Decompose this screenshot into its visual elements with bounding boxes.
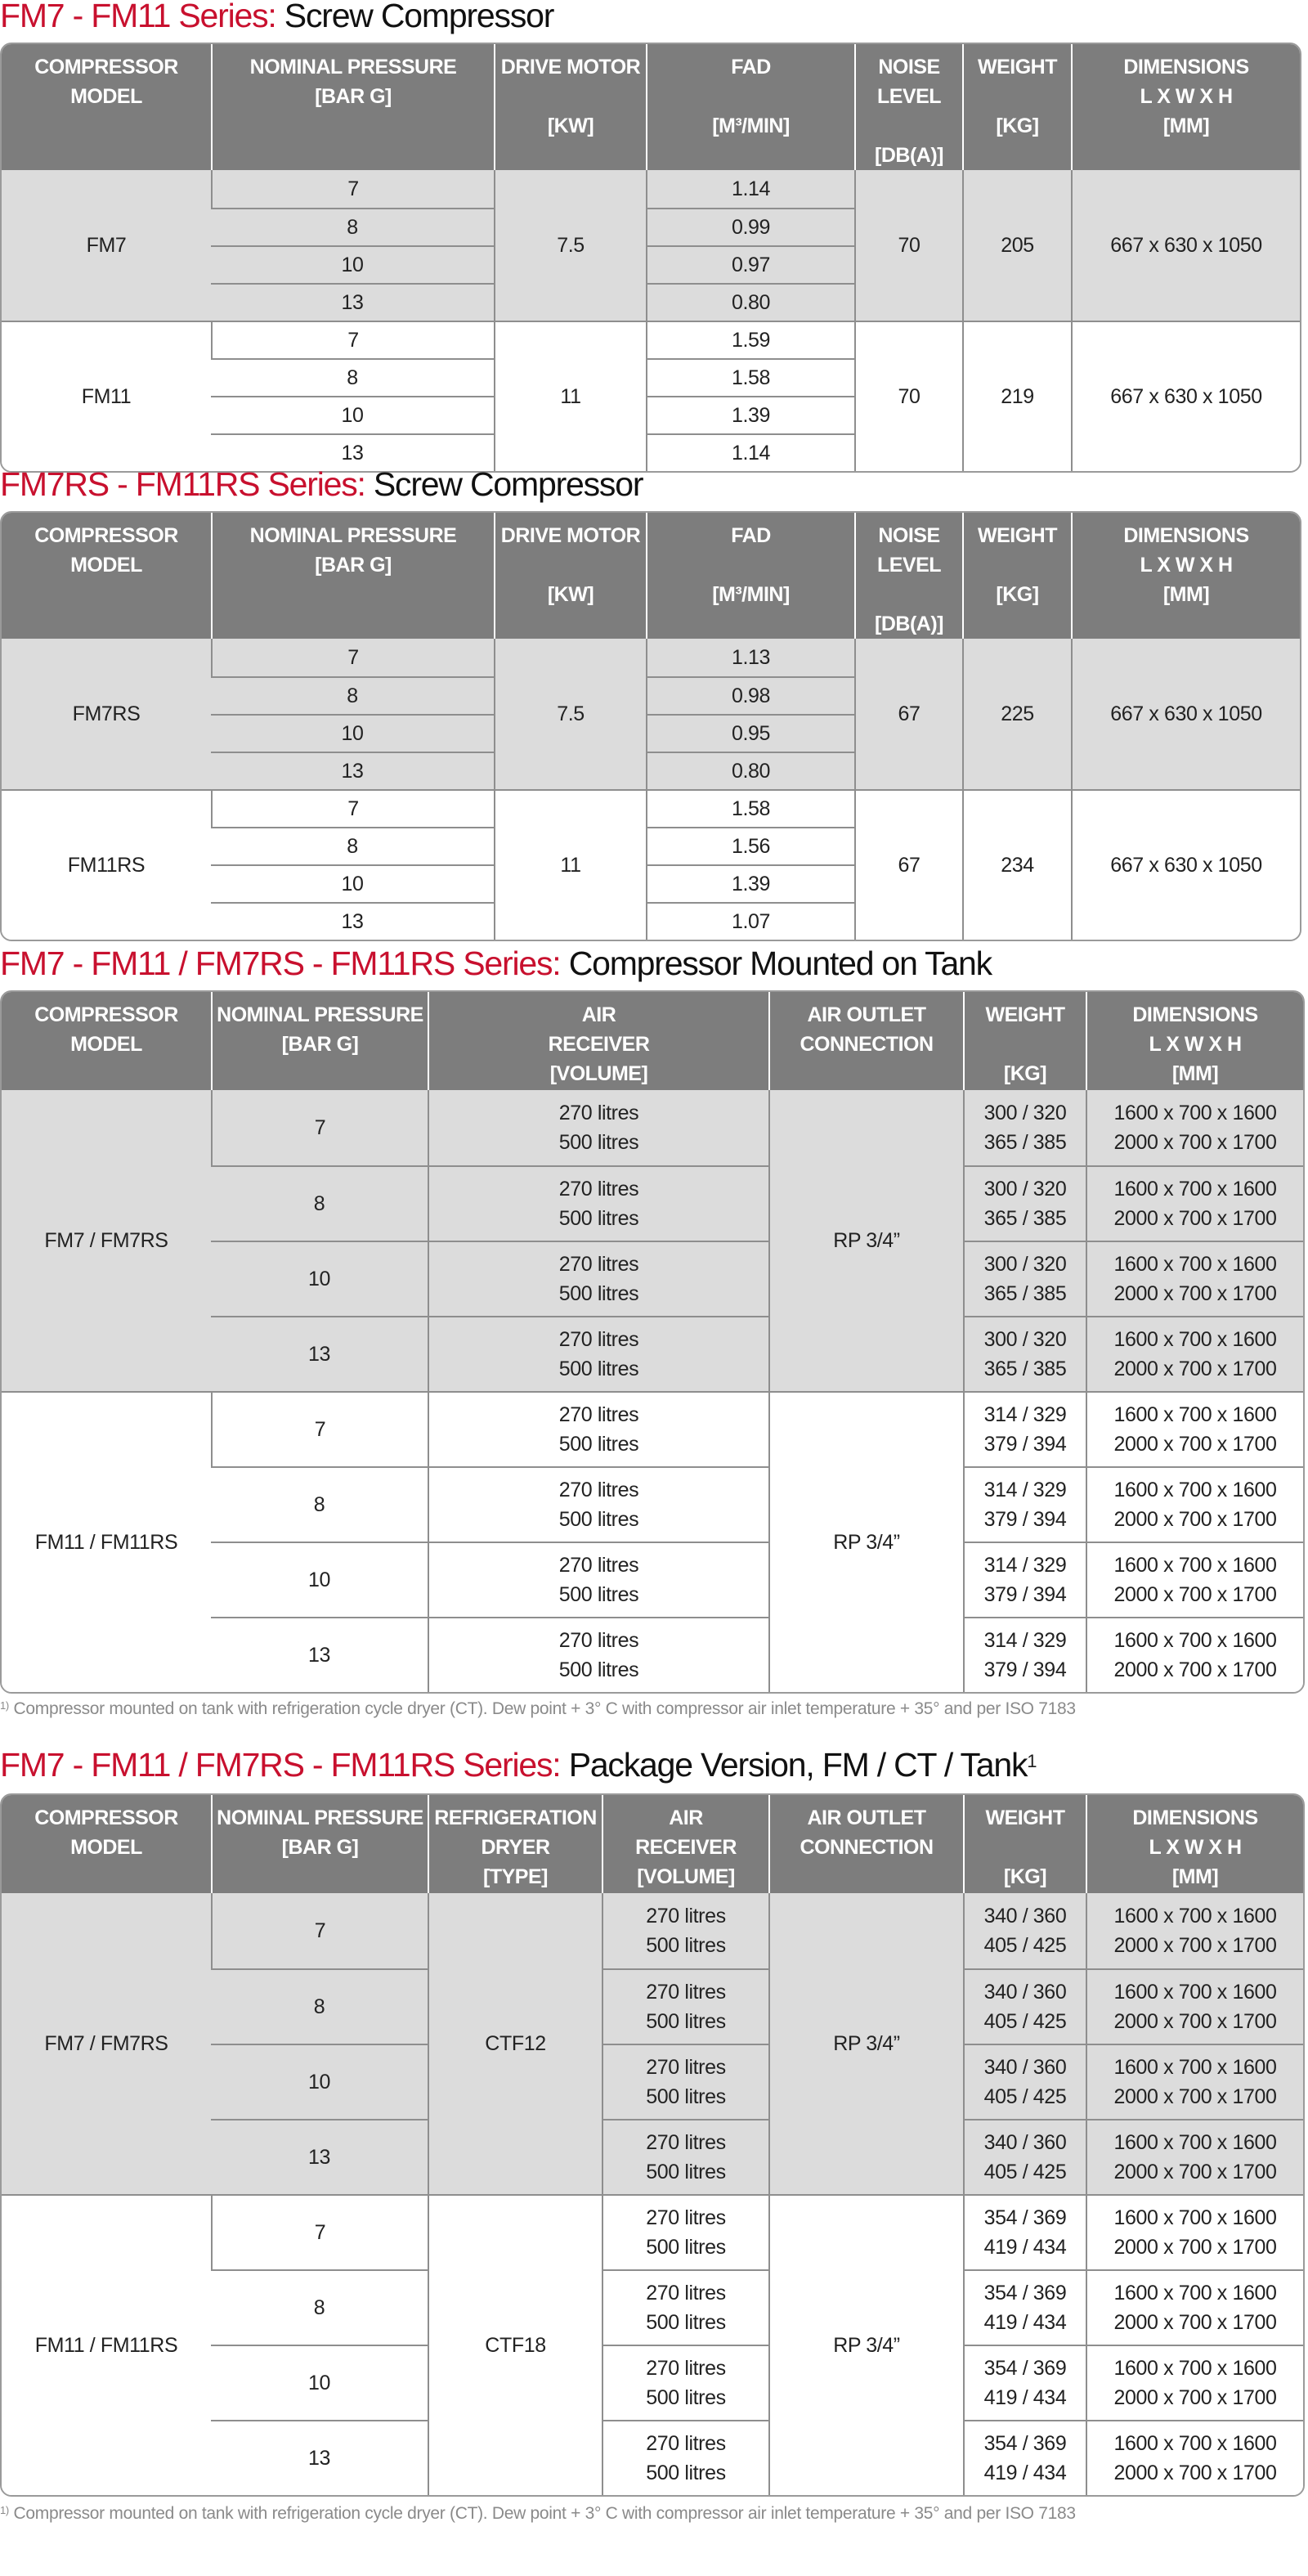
dimensions-cell: 1600 x 700 x 1600 2000 x 700 x 1700 <box>1086 2119 1303 2194</box>
header-weight: WEIGHT [KG] <box>963 1795 1086 1893</box>
table-row <box>2 1391 1303 1466</box>
header-fad: FAD [M³/MIN] <box>646 44 854 170</box>
section-title <box>0 945 1308 981</box>
header-dimensions: DIMENSIONS L X W X H [MM] <box>1071 513 1300 639</box>
header-connection: AIR OUTLET CONNECTION <box>768 992 963 1090</box>
connection-cell: RP 3/4” <box>768 1391 963 1692</box>
dimensions-cell: 1600 x 700 x 1600 2000 x 700 x 1700 <box>1086 1542 1303 1617</box>
fad-cell: 1.58 <box>646 358 854 396</box>
receiver-cell: 270 litres 500 litres <box>602 2345 768 2420</box>
pressure-cell: 13 <box>211 283 494 321</box>
header-weight: WEIGHT [KG] <box>962 44 1071 170</box>
header-connection: AIR OUTLET CONNECTION <box>768 1795 963 1893</box>
pressure-cell: 7 <box>211 1893 428 1968</box>
footnote-text: Compressor mounted on tank with refrigeration cycle dryer (CT). Dew point + 3° C with compressor air inlet temperature + 35° and per ISO 7183 <box>13 1699 1076 1718</box>
noise-cell: 67 <box>854 639 962 789</box>
model-cell: FM11 / FM11RS <box>2 1391 211 1692</box>
pressure-cell: 13 <box>211 433 494 471</box>
fad-cell: 0.99 <box>646 208 854 245</box>
pressure-cell: 10 <box>211 245 494 283</box>
header-motor: DRIVE MOTOR [KW] <box>494 44 646 170</box>
header-model: COMPRESSOR MODEL <box>2 44 211 170</box>
pressure-cell: 13 <box>211 752 494 789</box>
dimensions-cell: 1600 x 700 x 1600 2000 x 700 x 1700 <box>1086 2044 1303 2119</box>
model-cell: FM11 / FM11RS <box>2 2194 211 2495</box>
header-fad: FAD [M³/MIN] <box>646 513 854 639</box>
pressure-cell: 7 <box>211 2194 428 2269</box>
pressure-cell: 7 <box>211 789 494 827</box>
section-title-footnote-ref: 1 <box>1027 1751 1037 1771</box>
motor-cell: 11 <box>494 321 646 471</box>
weight-cell: 234 <box>962 789 1071 940</box>
receiver-cell: 270 litres 500 litres <box>428 1617 768 1692</box>
weight-cell: 300 / 320 365 / 385 <box>963 1316 1086 1391</box>
footnote <box>0 2504 1076 2524</box>
receiver-cell: 270 litres 500 litres <box>428 1316 768 1391</box>
weight-cell: 340 / 360 405 / 425 <box>963 2044 1086 2119</box>
section-title-type: Screw Compressor <box>373 465 643 503</box>
section-title-type: Screw Compressor <box>284 0 554 34</box>
dimensions-cell: 1600 x 700 x 1600 2000 x 700 x 1700 <box>1086 2420 1303 2495</box>
fad-cell: 1.14 <box>646 170 854 208</box>
dimensions-cell: 1600 x 700 x 1600 2000 x 700 x 1700 <box>1086 1316 1303 1391</box>
weight-cell: 314 / 329 379 / 394 <box>963 1466 1086 1542</box>
fad-cell: 1.14 <box>646 433 854 471</box>
receiver-cell: 270 litres 500 litres <box>428 1542 768 1617</box>
noise-cell: 70 <box>854 321 962 471</box>
pressure-cell: 13 <box>211 902 494 940</box>
pressure-cell: 10 <box>211 1241 428 1316</box>
pressure-cell: 8 <box>211 1466 428 1542</box>
weight-cell: 225 <box>962 639 1071 789</box>
weight-cell: 354 / 369 419 / 434 <box>963 2269 1086 2345</box>
receiver-cell: 270 litres 500 litres <box>602 1968 768 2044</box>
spec-table-package-version <box>0 1793 1305 2497</box>
receiver-cell: 270 litres 500 litres <box>602 2420 768 2495</box>
table-row <box>2 321 1300 358</box>
weight-cell: 354 / 369 419 / 434 <box>963 2420 1086 2495</box>
header-pressure: NOMINAL PRESSURE [BAR G] <box>211 1795 428 1893</box>
motor-cell: 11 <box>494 789 646 940</box>
dimensions-cell: 1600 x 700 x 1600 2000 x 700 x 1700 <box>1086 1241 1303 1316</box>
footnote-text: Compressor mounted on tank with refrigeration cycle dryer (CT). Dew point + 3° C with compressor air inlet temperature + 35° and per ISO 7183 <box>13 2504 1076 2523</box>
fad-cell: 0.97 <box>646 245 854 283</box>
header-model: COMPRESSOR MODEL <box>2 1795 211 1893</box>
motor-cell: 7.5 <box>494 639 646 789</box>
dimensions-cell: 667 x 630 x 1050 <box>1071 170 1300 321</box>
fad-cell: 0.95 <box>646 714 854 752</box>
pressure-cell: 13 <box>211 1617 428 1692</box>
header-motor: DRIVE MOTOR [KW] <box>494 513 646 639</box>
connection-cell: RP 3/4” <box>768 1893 963 2194</box>
receiver-cell: 270 litres 500 litres <box>602 2269 768 2345</box>
weight-cell: 354 / 369 419 / 434 <box>963 2345 1086 2420</box>
receiver-cell: 270 litres 500 litres <box>602 2194 768 2269</box>
model-cell: FM11 <box>2 321 211 471</box>
section-title-type: Package Version, FM / CT / Tank <box>568 1746 1028 1784</box>
section-title-series: FM7 - FM11 / FM7RS - FM11RS Series: <box>0 1746 561 1784</box>
dimensions-cell: 1600 x 700 x 1600 2000 x 700 x 1700 <box>1086 1617 1303 1692</box>
dryer-cell: CTF12 <box>428 1893 602 2194</box>
dimensions-cell: 1600 x 700 x 1600 2000 x 700 x 1700 <box>1086 2194 1303 2269</box>
dimensions-cell: 1600 x 700 x 1600 2000 x 700 x 1700 <box>1086 1466 1303 1542</box>
pressure-cell: 8 <box>211 676 494 714</box>
header-noise: NOISE LEVEL [DB(A)] <box>854 513 962 639</box>
pressure-cell: 7 <box>211 1090 428 1165</box>
header-dimensions: DIMENSIONS L X W X H [MM] <box>1086 992 1303 1090</box>
header-dimensions: DIMENSIONS L X W X H [MM] <box>1071 44 1300 170</box>
weight-cell: 340 / 360 405 / 425 <box>963 2119 1086 2194</box>
receiver-cell: 270 litres 500 litres <box>428 1090 768 1165</box>
spec-table-screw-compressor <box>0 43 1301 473</box>
pressure-cell: 13 <box>211 2420 428 2495</box>
model-cell: FM11RS <box>2 789 211 940</box>
weight-cell: 354 / 369 419 / 434 <box>963 2194 1086 2269</box>
pressure-cell: 7 <box>211 170 494 208</box>
dimensions-cell: 1600 x 700 x 1600 2000 x 700 x 1700 <box>1086 2269 1303 2345</box>
section-title <box>0 466 1308 502</box>
section-title-type: Compressor Mounted on Tank <box>568 945 992 982</box>
fad-cell: 1.56 <box>646 827 854 864</box>
noise-cell: 67 <box>854 789 962 940</box>
pressure-cell: 8 <box>211 208 494 245</box>
pressure-cell: 13 <box>211 1316 428 1391</box>
header-weight: WEIGHT [KG] <box>962 513 1071 639</box>
noise-cell: 70 <box>854 170 962 321</box>
header-receiver: AIR RECEIVER [VOLUME] <box>428 992 768 1090</box>
receiver-cell: 270 litres 500 litres <box>602 2044 768 2119</box>
header-pressure: NOMINAL PRESSURE [BAR G] <box>211 44 494 170</box>
section-title-series: FM7RS - FM11RS Series: <box>0 465 365 503</box>
weight-cell: 314 / 329 379 / 394 <box>963 1391 1086 1466</box>
table-row <box>2 2194 1303 2269</box>
pressure-cell: 10 <box>211 864 494 902</box>
table-row <box>2 1090 1303 1165</box>
pressure-cell: 10 <box>211 2044 428 2119</box>
receiver-cell: 270 litres 500 litres <box>602 2119 768 2194</box>
header-dimensions: DIMENSIONS L X W X H [MM] <box>1086 1795 1303 1893</box>
weight-cell: 340 / 360 405 / 425 <box>963 1893 1086 1968</box>
connection-cell: RP 3/4” <box>768 2194 963 2495</box>
model-cell: FM7RS <box>2 639 211 789</box>
weight-cell: 205 <box>962 170 1071 321</box>
weight-cell: 314 / 329 379 / 394 <box>963 1617 1086 1692</box>
dimensions-cell: 1600 x 700 x 1600 2000 x 700 x 1700 <box>1086 1090 1303 1165</box>
pressure-cell: 8 <box>211 1968 428 2044</box>
section-title-series: FM7 - FM11 / FM7RS - FM11RS Series: <box>0 945 561 982</box>
weight-cell: 300 / 320 365 / 385 <box>963 1241 1086 1316</box>
pressure-cell: 8 <box>211 827 494 864</box>
pressure-cell: 10 <box>211 396 494 433</box>
header-weight: WEIGHT [KG] <box>963 992 1086 1090</box>
dimensions-cell: 1600 x 700 x 1600 2000 x 700 x 1700 <box>1086 1968 1303 2044</box>
fad-cell: 1.07 <box>646 902 854 940</box>
section-title-series: FM7 - FM11 Series: <box>0 0 276 34</box>
pressure-cell: 7 <box>211 1391 428 1466</box>
motor-cell: 7.5 <box>494 170 646 321</box>
weight-cell: 314 / 329 379 / 394 <box>963 1542 1086 1617</box>
dimensions-cell: 1600 x 700 x 1600 2000 x 700 x 1700 <box>1086 2345 1303 2420</box>
table-row <box>2 639 1300 676</box>
dimensions-cell: 667 x 630 x 1050 <box>1071 789 1300 940</box>
pressure-cell: 8 <box>211 358 494 396</box>
model-cell: FM7 / FM7RS <box>2 1090 211 1391</box>
pressure-cell: 10 <box>211 714 494 752</box>
model-cell: FM7 <box>2 170 211 321</box>
fad-cell: 0.98 <box>646 676 854 714</box>
fad-cell: 1.59 <box>646 321 854 358</box>
fad-cell: 0.80 <box>646 752 854 789</box>
weight-cell: 300 / 320 365 / 385 <box>963 1165 1086 1241</box>
receiver-cell: 270 litres 500 litres <box>428 1165 768 1241</box>
spec-table-screw-compressor-rs <box>0 511 1301 941</box>
footnote-marker: 1) <box>0 1699 9 1712</box>
fad-cell: 1.58 <box>646 789 854 827</box>
fad-cell: 1.39 <box>646 396 854 433</box>
weight-cell: 300 / 320 365 / 385 <box>963 1090 1086 1165</box>
pressure-cell: 13 <box>211 2119 428 2194</box>
pressure-cell: 10 <box>211 2345 428 2420</box>
weight-cell: 219 <box>962 321 1071 471</box>
spec-table-mounted-on-tank <box>0 990 1305 1694</box>
dimensions-cell: 1600 x 700 x 1600 2000 x 700 x 1700 <box>1086 1165 1303 1241</box>
header-pressure: NOMINAL PRESSURE [BAR G] <box>211 513 494 639</box>
header-noise: NOISE LEVEL [DB(A)] <box>854 44 962 170</box>
fad-cell: 1.39 <box>646 864 854 902</box>
model-cell: FM7 / FM7RS <box>2 1893 211 2194</box>
dimensions-cell: 667 x 630 x 1050 <box>1071 321 1300 471</box>
dryer-cell: CTF18 <box>428 2194 602 2495</box>
header-pressure: NOMINAL PRESSURE [BAR G] <box>211 992 428 1090</box>
table-row <box>2 170 1300 208</box>
footnote <box>0 1699 1076 1719</box>
pressure-cell: 7 <box>211 639 494 676</box>
dimensions-cell: 1600 x 700 x 1600 2000 x 700 x 1700 <box>1086 1391 1303 1466</box>
receiver-cell: 270 litres 500 litres <box>428 1241 768 1316</box>
fad-cell: 0.80 <box>646 283 854 321</box>
dimensions-cell: 667 x 630 x 1050 <box>1071 639 1300 789</box>
receiver-cell: 270 litres 500 litres <box>428 1466 768 1542</box>
pressure-cell: 10 <box>211 1542 428 1617</box>
table-row <box>2 1893 1303 1968</box>
receiver-cell: 270 litres 500 litres <box>602 1893 768 1968</box>
pressure-cell: 8 <box>211 2269 428 2345</box>
header-receiver: AIR RECEIVER [VOLUME] <box>602 1795 768 1893</box>
header-dryer: REFRIGERATION DRYER [TYPE] <box>428 1795 602 1893</box>
fad-cell: 1.13 <box>646 639 854 676</box>
section-title <box>0 0 1308 34</box>
table-row <box>2 789 1300 827</box>
section-title <box>0 1747 1308 1783</box>
pressure-cell: 7 <box>211 321 494 358</box>
header-model: COMPRESSOR MODEL <box>2 513 211 639</box>
pressure-cell: 8 <box>211 1165 428 1241</box>
footnote-marker: 1) <box>0 2504 9 2516</box>
receiver-cell: 270 litres 500 litres <box>428 1391 768 1466</box>
weight-cell: 340 / 360 405 / 425 <box>963 1968 1086 2044</box>
connection-cell: RP 3/4” <box>768 1090 963 1391</box>
dimensions-cell: 1600 x 700 x 1600 2000 x 700 x 1700 <box>1086 1893 1303 1968</box>
header-model: COMPRESSOR MODEL <box>2 992 211 1090</box>
